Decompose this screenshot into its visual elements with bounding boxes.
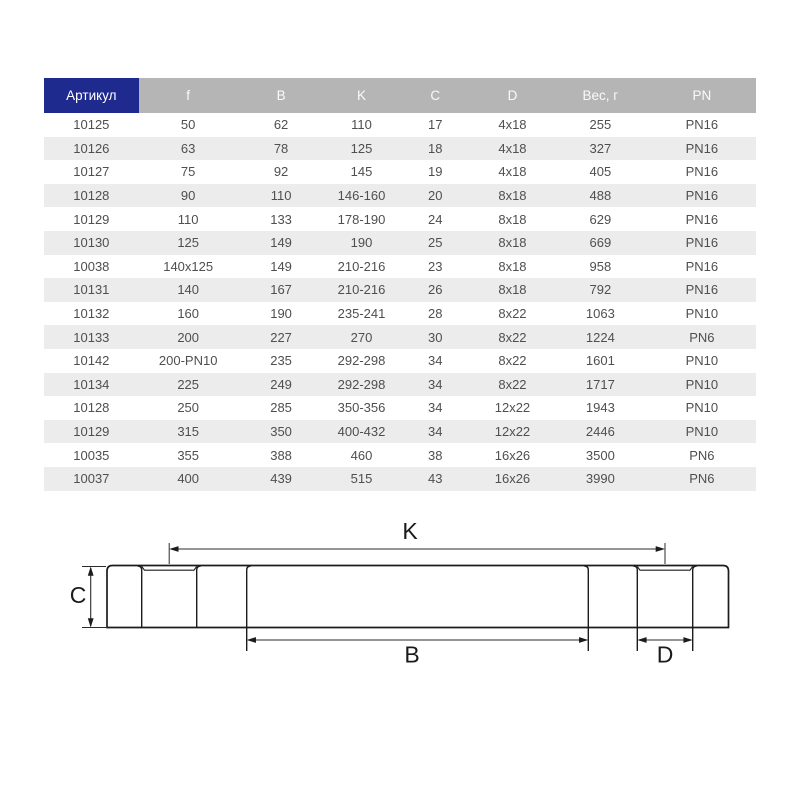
table-cell: 78: [273, 140, 289, 156]
table-cell: 315: [177, 424, 200, 440]
table-cell: 12x22: [494, 400, 531, 416]
table-cell: 225: [177, 376, 200, 392]
table-cell: 43: [427, 471, 443, 487]
table-cell: PN10: [685, 376, 719, 392]
table-cell: PN16: [685, 188, 719, 204]
table-row: [44, 160, 756, 184]
table-cell: PN10: [685, 424, 719, 440]
table-cell: 50: [180, 117, 196, 133]
table-row: [44, 231, 756, 255]
table-cell: PN6: [689, 329, 715, 345]
table-cell: 355: [177, 447, 200, 463]
k-arrow-right: [656, 546, 665, 552]
dimension-b: [247, 637, 589, 667]
table-cell: 34: [427, 400, 443, 416]
dim-label-k: K: [402, 518, 418, 544]
table-cell: 146-160: [337, 188, 386, 204]
table-cell: 140: [177, 282, 200, 298]
table-cell: 30: [427, 329, 443, 345]
header-weight: Вес, г: [553, 78, 648, 113]
table-cell: 1063: [585, 306, 615, 322]
table-cell: 1717: [585, 376, 615, 392]
table-cell: 400-432: [337, 424, 386, 440]
table-cell: 8x18: [498, 188, 527, 204]
table-cell: 178-190: [337, 211, 386, 227]
b-arrow-right: [579, 637, 588, 643]
table-cell: 958: [589, 258, 612, 274]
d-arrow-right: [683, 637, 692, 643]
table-cell: 227: [270, 329, 292, 345]
table-cell: 10132: [73, 306, 110, 322]
table-cell: 3990: [585, 471, 615, 487]
table-cell: PN16: [685, 282, 719, 298]
flange-spec-table: [44, 78, 756, 491]
table-cell: PN6: [689, 447, 715, 463]
dimension-c: [70, 567, 106, 628]
table-cell: 8x18: [498, 258, 527, 274]
table-cell: 190: [270, 306, 292, 322]
table-cell: 270: [350, 329, 373, 345]
table-row: [44, 255, 756, 279]
table-cell: 255: [589, 117, 612, 133]
table-cell: 350-356: [337, 400, 386, 416]
table-cell: 34: [427, 424, 443, 440]
table-row: [44, 278, 756, 302]
flange-body-outline: [107, 566, 729, 628]
table-cell: 167: [270, 282, 292, 298]
table-cell: 10128: [73, 188, 110, 204]
header-c: C: [399, 78, 472, 113]
table-cell: 235: [270, 353, 292, 369]
table-cell: 3500: [585, 447, 615, 463]
header-d: D: [472, 78, 553, 113]
table-cell: 20: [427, 188, 443, 204]
table-row: [44, 137, 756, 161]
table-cell: 160: [177, 306, 200, 322]
table-cell: 149: [270, 235, 292, 251]
table-cell: 10131: [73, 282, 110, 298]
table-cell: 10133: [73, 329, 110, 345]
table-cell: 210-216: [337, 258, 386, 274]
table-cell: 125: [350, 140, 373, 156]
table-row: [44, 373, 756, 397]
table-cell: 125: [177, 235, 200, 251]
table-cell: 669: [589, 235, 612, 251]
table-cell: 629: [589, 211, 612, 227]
table-cell: 110: [351, 117, 372, 133]
table-cell: 19: [427, 164, 443, 180]
table-cell: 405: [589, 164, 612, 180]
header-row: [44, 78, 756, 113]
dimension-d: [637, 637, 692, 667]
table-cell: 200: [177, 329, 200, 345]
table-cell: 8x22: [498, 353, 527, 369]
table-row: [44, 113, 756, 137]
table-cell: 62: [273, 117, 289, 133]
table-cell: 10129: [73, 211, 110, 227]
table-cell: PN16: [685, 258, 719, 274]
table-cell: 34: [427, 353, 443, 369]
dim-label-d: D: [656, 641, 674, 668]
table-cell: 26: [427, 282, 443, 298]
table-cell: 4x18: [498, 164, 527, 180]
table-cell: 249: [270, 376, 292, 392]
table-cell: 10127: [73, 164, 110, 180]
table-row: [44, 396, 756, 420]
table-cell: 90: [180, 188, 196, 204]
table-cell: 10125: [73, 117, 110, 133]
table-cell: 34: [427, 376, 443, 392]
table-cell: 10035: [73, 447, 110, 463]
table-cell: 1601: [585, 353, 615, 369]
table-cell: 10126: [73, 140, 110, 156]
table-cell: 210-216: [337, 282, 386, 298]
table-cell: 10134: [73, 376, 110, 392]
d-arrow-left: [637, 637, 646, 643]
table-cell: 16x26: [494, 447, 531, 463]
table-cell: 515: [350, 471, 373, 487]
table-cell: 10037: [73, 471, 110, 487]
table-cell: 133: [270, 211, 292, 227]
c-arrow-bottom: [88, 618, 94, 627]
table-cell: 110: [270, 188, 292, 204]
table-cell: 8x18: [498, 282, 527, 298]
dim-label-c: C: [69, 582, 87, 608]
table-cell: 190: [350, 235, 373, 251]
table-row: [44, 207, 756, 231]
table-row: [44, 443, 756, 467]
table-body: [44, 113, 756, 491]
table-cell: 140x125: [163, 258, 214, 274]
table-cell: 4x18: [498, 140, 527, 156]
table-cell: 350: [270, 424, 292, 440]
flange-diagram: [0, 500, 800, 700]
table-cell: 10038: [73, 258, 110, 274]
table-cell: 63: [180, 140, 196, 156]
table-cell: 327: [589, 140, 612, 156]
dimension-k: [169, 518, 665, 564]
table-header: [44, 78, 756, 113]
table-cell: 28: [427, 306, 443, 322]
table-cell: 10129: [73, 424, 110, 440]
table-cell: 8x22: [498, 306, 527, 322]
table-cell: 1224: [585, 329, 615, 345]
table-cell: 4x18: [498, 117, 527, 133]
table-cell: PN6: [689, 471, 715, 487]
table-cell: 24: [427, 211, 443, 227]
table-cell: PN16: [685, 211, 719, 227]
table-cell: 8x22: [498, 376, 527, 392]
table-cell: 2446: [585, 424, 615, 440]
table-cell: 8x18: [498, 235, 527, 251]
table-cell: 10130: [73, 235, 110, 251]
table-cell: 145: [350, 164, 373, 180]
table-cell: 400: [177, 471, 200, 487]
dim-label-b: B: [404, 641, 420, 668]
table-cell: 388: [270, 447, 292, 463]
table-cell: 18: [427, 140, 443, 156]
table-cell: 285: [270, 400, 292, 416]
table-row: [44, 420, 756, 444]
header-f: f: [139, 78, 238, 113]
table-cell: 292-298: [337, 353, 386, 369]
table-cell: 250: [177, 400, 200, 416]
table-cell: PN10: [685, 353, 719, 369]
header-article: Артикул: [44, 78, 139, 113]
table-cell: 25: [427, 235, 443, 251]
b-arrow-left: [247, 637, 256, 643]
table-cell: 12x22: [494, 424, 531, 440]
c-arrow-top: [88, 567, 94, 576]
table-row: [44, 325, 756, 349]
header-pn: PN: [648, 78, 756, 113]
table-row: [44, 302, 756, 326]
spec-table: [44, 78, 756, 491]
table-cell: 439: [270, 471, 292, 487]
table-cell: 10128: [73, 400, 110, 416]
table-cell: 8x22: [498, 329, 527, 345]
table-cell: 75: [180, 164, 196, 180]
table-cell: 149: [270, 258, 292, 274]
table-cell: 23: [427, 258, 443, 274]
table-cell: 200-PN10: [158, 353, 218, 369]
table-cell: 38: [427, 447, 443, 463]
table-cell: 8x18: [498, 211, 527, 227]
table-cell: 1943: [585, 400, 615, 416]
table-cell: 792: [589, 282, 612, 298]
table-row: [44, 467, 756, 491]
table-cell: PN16: [685, 140, 719, 156]
table-cell: PN16: [685, 164, 719, 180]
table-cell: 292-298: [337, 376, 386, 392]
table-cell: PN10: [685, 306, 719, 322]
table-cell: 17: [427, 117, 443, 133]
table-cell: PN16: [685, 117, 719, 133]
table-cell: 460: [350, 447, 373, 463]
table-cell: PN16: [685, 235, 719, 251]
table-cell: PN10: [685, 400, 719, 416]
table-cell: 92: [273, 164, 289, 180]
table-cell: 488: [589, 188, 612, 204]
table-cell: 110: [177, 211, 199, 227]
table-cell: 10142: [73, 353, 110, 369]
table-row: [44, 184, 756, 208]
k-arrow-left: [169, 546, 178, 552]
table-cell: 235-241: [337, 306, 386, 322]
header-k: K: [325, 78, 399, 113]
header-b: B: [238, 78, 325, 113]
table-cell: 16x26: [494, 471, 531, 487]
table-row: [44, 349, 756, 373]
